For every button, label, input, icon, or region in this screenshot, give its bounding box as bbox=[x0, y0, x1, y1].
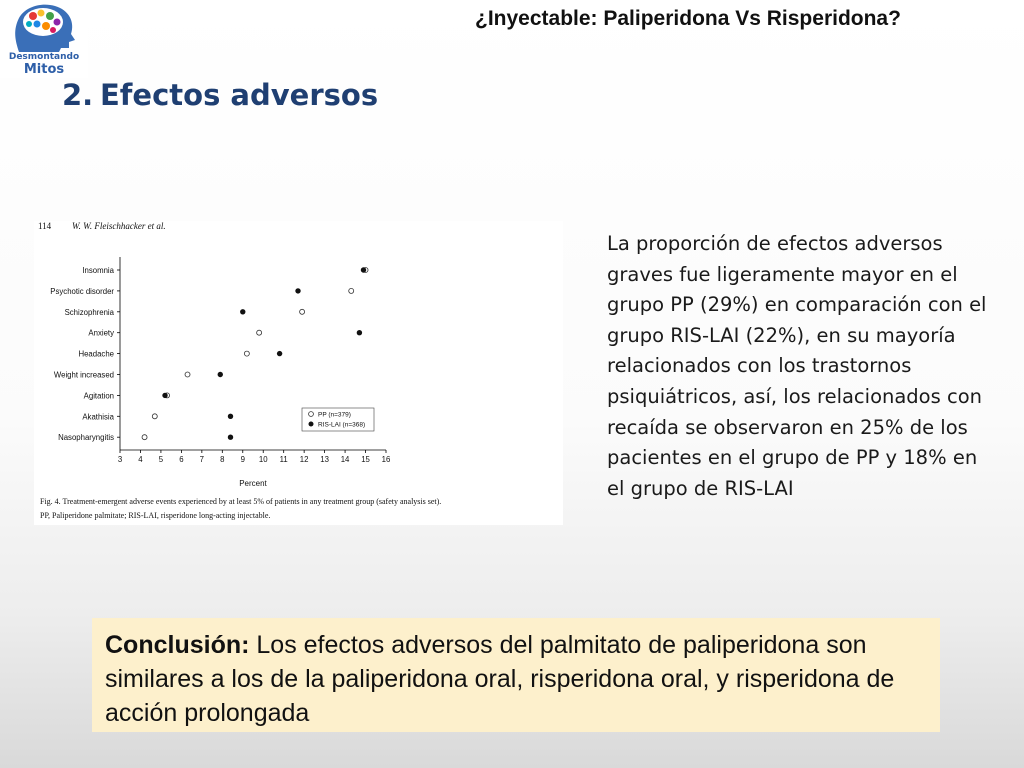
point-pp-psychotic-disorder bbox=[349, 288, 354, 293]
x-axis-label: Percent bbox=[239, 479, 267, 488]
y-tick-label-psychotic-disorder: Psychotic disorder bbox=[50, 286, 114, 296]
conclusion-text: Los efectos adversos del palmitato de paliperidona son similares a los de la paliperidona oral, risperidona oral, y risperidona de acción prolongada bbox=[105, 631, 895, 727]
point-ris-lai-headache bbox=[277, 351, 282, 356]
x-tick-label-10: 10 bbox=[258, 455, 268, 464]
legend-marker-ris-lai bbox=[309, 422, 314, 427]
x-tick-label-8: 8 bbox=[220, 455, 225, 464]
point-pp-akathisia bbox=[152, 414, 157, 419]
x-tick-label-15: 15 bbox=[361, 455, 370, 464]
y-tick-label-nasopharyngitis: Nasopharyngitis bbox=[58, 433, 114, 443]
point-pp-weight-increased bbox=[185, 372, 190, 377]
x-tick-label-11: 11 bbox=[279, 455, 288, 464]
point-pp-anxiety bbox=[257, 330, 262, 335]
point-ris-lai-anxiety bbox=[357, 330, 362, 335]
point-ris-lai-weight-increased bbox=[218, 372, 223, 377]
brain-head-icon bbox=[5, 2, 83, 54]
adverse-events-chart bbox=[34, 221, 563, 525]
point-ris-lai-agitation bbox=[162, 393, 167, 398]
section-number: 2. bbox=[62, 78, 94, 112]
figure-page-number: 114 bbox=[38, 221, 52, 231]
y-tick-label-akathisia: Akathisia bbox=[82, 412, 114, 422]
conclusion-box bbox=[92, 618, 940, 732]
body-paragraph: La proporción de efectos adversos graves fue ligeramente mayor en el grupo PP (29%) en comparación con el grupo RIS-LAI (22%), en su mayoría relacionados con los trastornos psiquiátricos, así, los relacionados con recaída se observaron en 25% de los pacientes en el grupo de PP y 18% en el grupo de RIS-LAI bbox=[607, 232, 987, 500]
y-tick-label-schizophrenia: Schizophrenia bbox=[64, 307, 114, 317]
y-tick-label-insomnia: Insomnia bbox=[82, 266, 114, 275]
figure-author-header: W. W. Fleischhacker et al. bbox=[72, 221, 166, 231]
point-ris-lai-insomnia bbox=[361, 267, 366, 272]
x-tick-label-14: 14 bbox=[340, 455, 350, 464]
figure-caption-line2: PP, Paliperidone palmitate; RIS-LAI, risperidone long-acting injectable. bbox=[40, 511, 271, 520]
point-pp-nasopharyngitis bbox=[142, 435, 147, 440]
point-ris-lai-nasopharyngitis bbox=[228, 435, 233, 440]
point-pp-schizophrenia bbox=[300, 309, 305, 314]
x-tick-label-13: 13 bbox=[320, 455, 329, 464]
point-pp-headache bbox=[244, 351, 249, 356]
legend-marker-pp bbox=[309, 412, 314, 417]
y-tick-label-anxiety: Anxiety bbox=[88, 328, 114, 338]
x-tick-label-4: 4 bbox=[138, 455, 143, 464]
conclusion-label: Conclusión: bbox=[105, 631, 250, 659]
x-tick-label-16: 16 bbox=[381, 455, 391, 464]
logo bbox=[0, 0, 88, 78]
x-tick-label-3: 3 bbox=[117, 455, 123, 464]
x-tick-label-6: 6 bbox=[179, 455, 184, 464]
y-tick-label-weight-increased: Weight increased bbox=[53, 370, 114, 380]
legend-label-pp: PP (n=379) bbox=[318, 411, 351, 419]
point-ris-lai-akathisia bbox=[228, 414, 233, 419]
y-tick-label-headache: Headache bbox=[78, 349, 114, 359]
x-tick-label-5: 5 bbox=[158, 455, 164, 464]
chart-legend bbox=[302, 408, 374, 431]
logo-line1: Desmontando bbox=[8, 52, 80, 62]
x-tick-label-7: 7 bbox=[199, 455, 205, 464]
section-title: Efectos adversos bbox=[100, 78, 379, 112]
y-tick-label-agitation: Agitation bbox=[83, 391, 114, 401]
point-ris-lai-psychotic-disorder bbox=[295, 288, 300, 293]
slide-header-title: ¿Inyectable: Paliperidona Vs Risperidona? bbox=[475, 7, 901, 30]
section-heading bbox=[62, 78, 378, 112]
point-ris-lai-schizophrenia bbox=[240, 309, 245, 314]
x-tick-label-9: 9 bbox=[240, 455, 245, 464]
legend-label-ris-lai: RIS-LAI (n=368) bbox=[318, 421, 366, 429]
figure-panel bbox=[34, 221, 563, 525]
x-tick-label-12: 12 bbox=[299, 455, 309, 464]
logo-line2: Mitos bbox=[23, 62, 65, 77]
figure-caption-line1: Fig. 4. Treatment-emergent adverse events experienced by at least 5% of patients in any treatment group (safety analysis set). bbox=[40, 497, 442, 506]
